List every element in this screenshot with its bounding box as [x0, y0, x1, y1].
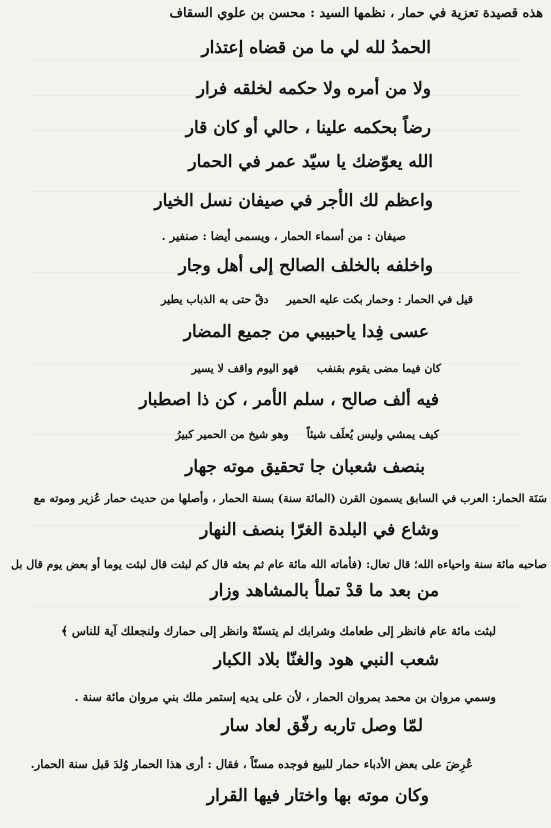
verse-line: وشاع في البلدة الغرّا بنصف النهار	[200, 520, 439, 540]
verse-line: واخلفه بالخلف الصالح إلى أهل وجار	[178, 256, 433, 276]
footnote-quran-verse: صاحبه مائة سنة واحياءه الله؛ قال تعال: (فأماته الله مائة عام ثم بعثه قال كم لبثت قال لبثت يوما أو بعض يوم قال بل	[11, 558, 547, 571]
footnote-verse-pair	[176, 428, 440, 441]
verse-line: وكان موته بها واختار فيها القرار	[206, 786, 429, 806]
footnote-hemistich: دقّ حتى به الذباب يطير	[161, 293, 269, 306]
verse-line: فيه ألف صالح ، سلم الأمر ، كن ذا اصطبار	[139, 390, 439, 410]
verse-line: عسى فِدا ياحبيبي من جميع المضار	[183, 322, 429, 342]
footnote-hemistich: كان فيما مضى يقوم بقنفب	[316, 362, 441, 375]
verse-line: واعظم لك الأجر في صيفان نسل الخيار	[154, 191, 433, 211]
footnote-saifan: صيفان : من أسماء الحمار ، ويسمى أيضا : صنفير .	[161, 229, 406, 243]
verse-line: من بعد ما قدْ تملأ بالمشاهد وزار	[210, 581, 439, 601]
footnote-hemistich: قيل في الحمار : وحمار بكت عليه الحمير	[286, 293, 473, 306]
footnote-quran-verse-cont: لبثت مائة عام فانظر إلى طعامك وشرابك لم يتسنّهْ وانظر إلى حمارك ولنجعلك آية للناس ﴾	[61, 624, 496, 638]
footnote-verse-pair	[192, 362, 441, 375]
verse-line: شعب النبي هود والغنّا بلاد الكبار	[213, 650, 439, 670]
verse-line: لمّا وصل تاربه رفّق لعاد سار	[221, 716, 423, 736]
verse-line: الحمدُ لله لي ما من قضاه إعتذار	[201, 38, 431, 58]
footnote-marwan: وسمي مروان بن محمد بمروان الحمار ، لأن على يديه إستمر ملك بني مروان مائة سنة .	[74, 690, 496, 704]
footnote-verse-pair	[161, 293, 473, 306]
verse-line: ولا من أمره ولا حكمه لخلقه فرار	[196, 79, 431, 99]
verse-line: بنصف شعبان جا تحقيق موته جهار	[185, 457, 425, 477]
verse-line: الله يعوّضك يا سيّد عمر في الحمار	[188, 152, 433, 172]
footnote-urida: عُرِضَ على بعض الأدباء حمار للبيع فوجده مسنّاً ، فقال : أرى هذا الحمار وُلدَ قبل سنة الحمار.	[30, 757, 473, 771]
footnote-hemistich: فهو اليوم واقف لا يسير	[191, 362, 299, 375]
verse-line: رضاً بحكمه علينا ، حالي أو كان قار	[185, 118, 431, 138]
footnote-hemistich: كيف يمشي وليس يُعلَف شيئاً	[306, 428, 439, 441]
footnote-sanat-al-himar: سَنَة الحمار: العرب في السابق يسمون القرن (المائة سنة) بسنة الحمار ، وأصلها من حديث حمار عُزير وموته مع	[33, 492, 547, 505]
poem-intro: هذه قصيدة تعزية في حمار ، نظمها السيد : محسن بن علوي السقاف	[169, 6, 543, 21]
footnote-hemistich: وهو شيخ من الحمير كبيرُ	[175, 428, 289, 441]
